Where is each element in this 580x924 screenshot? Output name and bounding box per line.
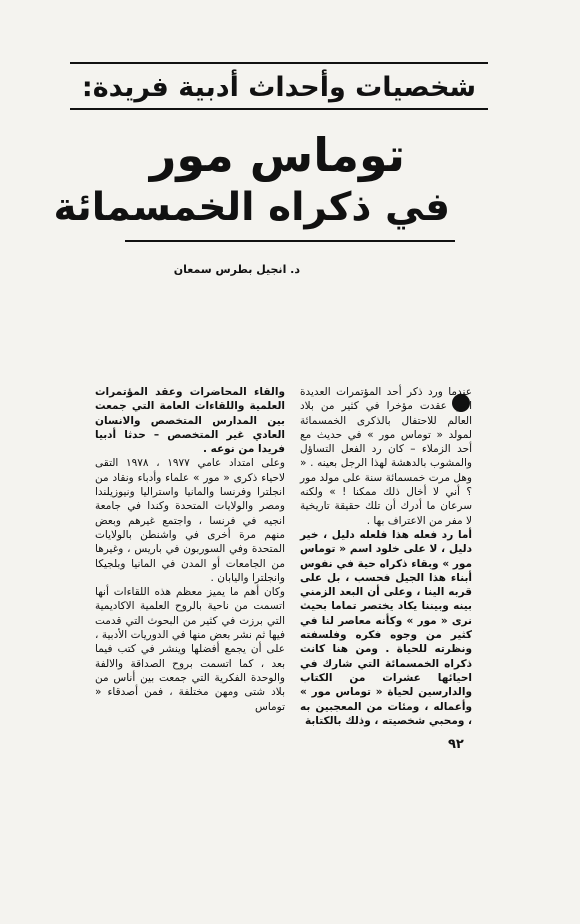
- paragraph: وعلى امتداد عامي ١٩٧٧ ، ١٩٧٨ التقى لاحياء ذكرى « مور » علماء وأدباء ونقاد من انجلترا وفرنسا والمانيا واستراليا ونيوزيلندا ومصر والولايات المتحدة وكندا في جامعة انجيه في فرنسا ، واجتمع غيرهم وبعض منهم مرة أخرى في واشنطن بالولايات المتحدة وفي السوربون في باريس ، وغيرها من الجامعات أو المدن في المانيا وبلجيكا وانجلترا واليابان .: [95, 457, 285, 584]
- author-byline: د. انجيل بطرس سمعان: [173, 263, 300, 276]
- article-subtitle: في ذكراه الخمسمائة: [53, 185, 450, 230]
- article-column-right: [300, 385, 472, 728]
- paragraph: والقاء المحاضرات وعقد المؤتمرات العلمية واللقاءات العامة التي جمعت بين المدارس المتخصص والانسان العادي غير المتخصص – حدثا أدبيا فريدا من نوعه .: [95, 386, 285, 456]
- paragraph: عندما ورد ذكر أحد المؤتمرات العديدة التي عقدت مؤخرا في كثير من بلاد العالم للاحتفال بالذكرى الخمسمائة لمولد « توماس مور » في حديث مع أحد الزملاء – كان رد الفعل التساؤل والمشوب بالدهشة لهذا الرجل بعينه . « وهل مرت خمسمائة سنة على مولد مور ؟ أني لا أخال ذلك ممكنا ! » ولكنه سرعان ما أدرك أن تلك حقيقة تاريخية لا مفر من الاعتراف بها .: [300, 386, 472, 527]
- top-rule: [70, 62, 488, 64]
- article-title: توماس مور: [149, 128, 406, 182]
- article-column-left: [95, 385, 285, 714]
- title-underline: [125, 240, 455, 242]
- paragraph: أما رد فعله هذا فلعله دليل ، خير دليل ، لا على خلود اسم « توماس مور » وبقاء ذكراه حية في نفوس أبناء هذا الجيل فحسب ، بل على قربه الينا ، وعلى أن البعد الزمني بينه وبيننا يكاد يختصر تماما بحيث نرى « مور » وكأنه معاصر لنا في كثير من وجوه فكره وفلسفته ونظرته للحياة . ومن هنا كانت ذكراه الخمسمائة التي شارك في احيائها عشرات من الكتاب والدارسين لحياة « توماس مور » وأعماله ، ومئات من المعجبين به ، ومحبي شخصيته ، وذلك بالكتابة: [300, 528, 472, 727]
- page-number: ٩٢: [448, 737, 464, 752]
- series-title-underline: [70, 108, 488, 110]
- paragraph: وكان أهم ما يميز معظم هذه اللقاءات أنها اتسمت من ناحية بالروح العلمية الاكاديمية التي برزت في كثير من البحوث التي قدمت فيها ثم نشر بعض منها في الدوريات الأدبية ، على أن يجمع أفضلها وينشر في كتب فيما بعد ، كما اتسمت بروح الصداقة والالفة والوحدة الفكرية التي جمعت بين أناس من بلاد شتى ومهن مختلفة ، فمن أصدقاء « توماس: [95, 586, 285, 713]
- series-title: شخصيات وأحداث أدبية فريدة:: [81, 72, 477, 103]
